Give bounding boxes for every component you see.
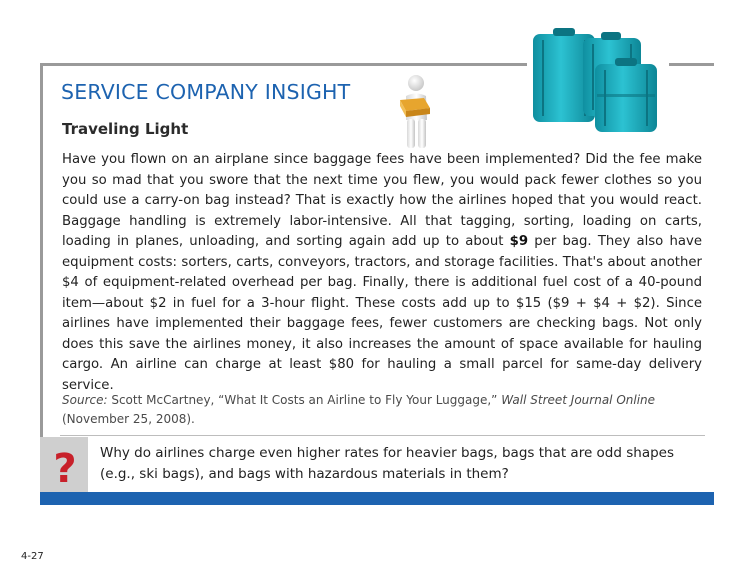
source-label: Source:: [62, 393, 108, 407]
article-body-segment-1: Have you flown on an airplane since baggage fees have been implemented? Did the fee make you so mad that you swore that the next time you flew, you would pack fewer clothes so you could use a carry-on bag instead? That is exactly how the airlines hoped that you would react. Baggage handling is extremely labor-intensive. All that tagging, sorting, loading on carts, loading in planes, unloading, and sorting again add up to about: [62, 152, 702, 249]
article-body-segment-3: per bag. They also have equipment costs: sorters, carts, conveyors, tractors, and storage facilities. That's about another $4 of equipment-related overhead per bag. Finally, there is additional fuel cost of a 40-pound item—about $2 in fuel for a 3-hour flight. These costs add up to $15 ($9 + $4 + $2). Since airlines have implemented their baggage fees, fewer customers are checking bags. Not only does this save the airlines money, it also increases the amount of space available for hauling cargo. An airline can charge at least $80 for hauling a small parcel for same-day delivery service.: [62, 234, 702, 393]
luggage-set-icon: [527, 26, 669, 138]
question-mark-icon: [48, 448, 82, 486]
question-text: Why do airlines charge even higher rates for heavier bags, bags that are odd shapes (e.g., ski bags), and bags with hazardous materials in them?: [100, 445, 675, 482]
article-subtitle: Traveling Light: [62, 120, 189, 138]
question-mark-glyph: ?: [53, 448, 77, 486]
page-number: 4-27: [21, 551, 44, 562]
source-author-title: Scott McCartney, “What It Costs an Airline to Fly Your Luggage,”: [107, 393, 502, 407]
article-body: [62, 150, 702, 396]
panel-title: SERVICE COMPANY INSIGHT: [61, 80, 351, 104]
source-date: (November 25, 2008).: [62, 412, 195, 426]
source-publication: Wall Street Journal Online: [501, 393, 656, 407]
source-citation: [62, 391, 702, 429]
footer-bar: [40, 492, 714, 505]
person-holding-box-icon: [394, 74, 440, 150]
article-body-segment-2: $9: [509, 234, 529, 249]
section-divider: [60, 435, 705, 436]
